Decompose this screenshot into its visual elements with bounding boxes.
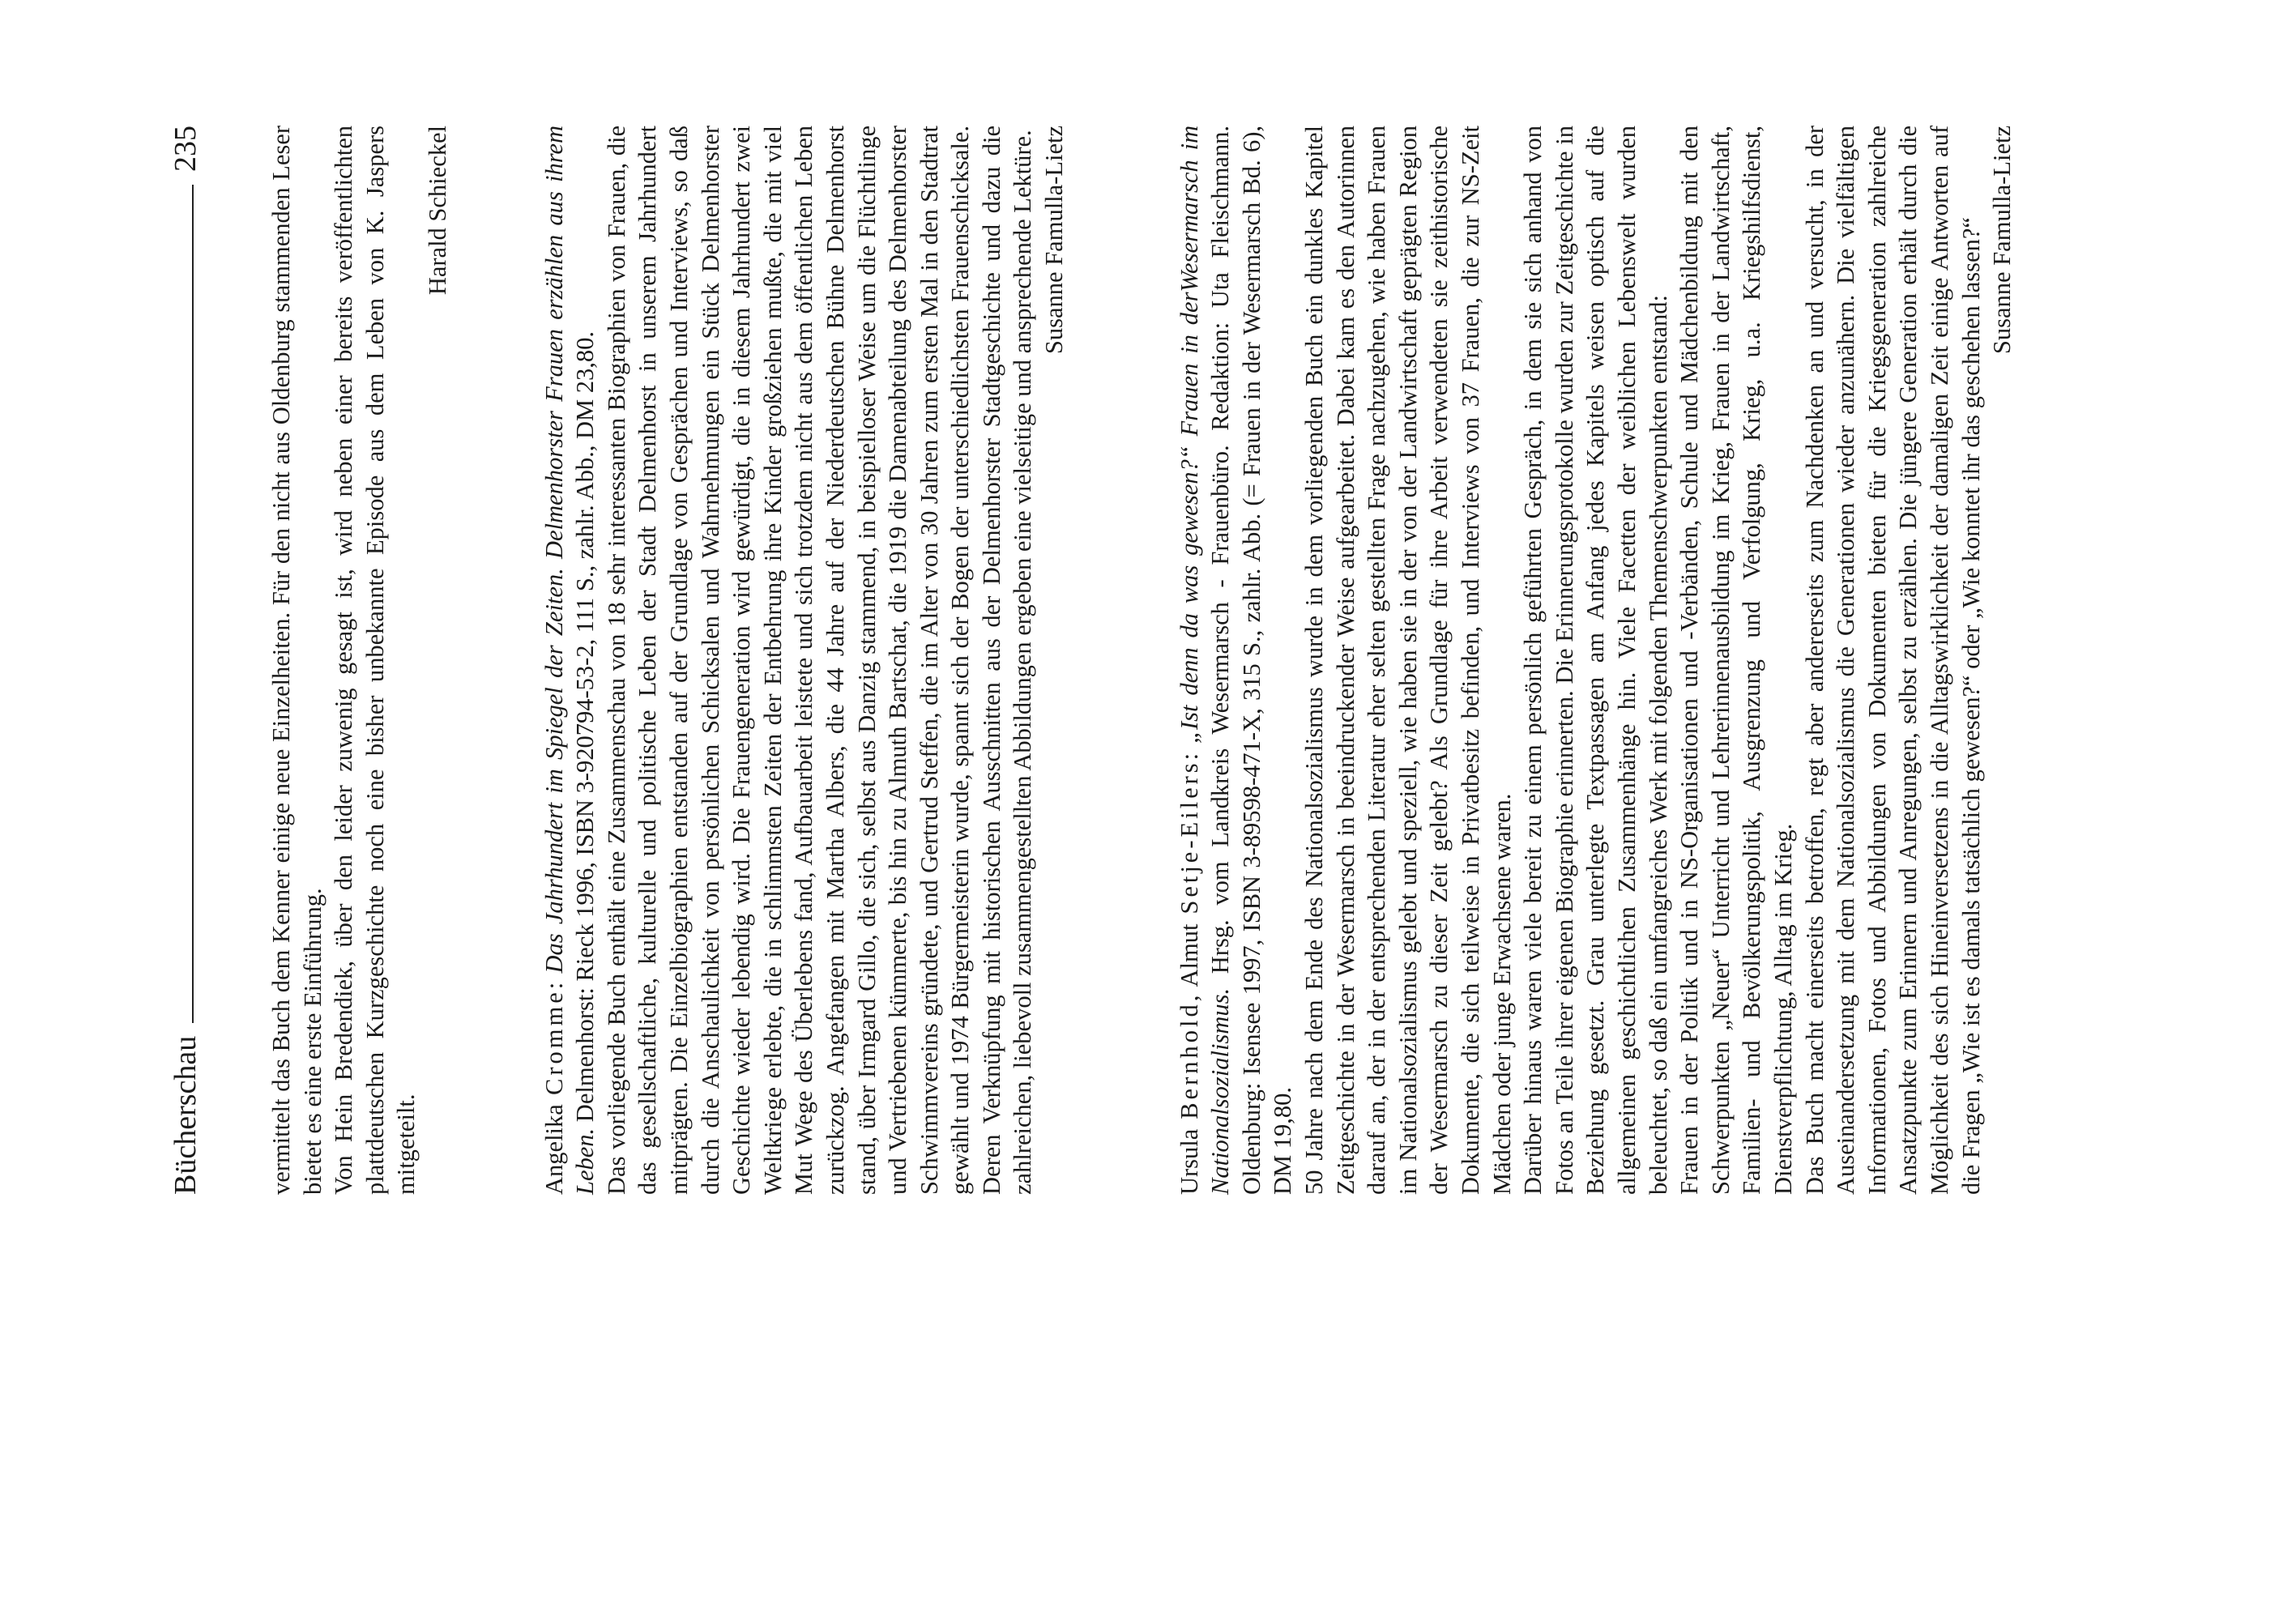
review-3-citation: Ursula Bernhold, Almut Setje-Eilers: „Ist denn da was gewesen?“ Frauen in derWesermarsch im Nationalsozialismus. Hrsg. vom Landkreis Wesermarsch - Frauenbüro. Redaktion: Uta Fleischmann. Oldenburg: Isensee 1997, ISBN 3-89598-471-X, 315 S., zahlr. Abb. (= Frauen in der Wesermarsch Bd. 6), DM 19,80.	[1175, 125, 1297, 1195]
review-2-author-first: Angelika	[540, 1104, 568, 1195]
review-3-author-last-1: Bernhold	[1175, 1001, 1203, 1119]
review-2-imprint: Delmenhorst: Rieck 1996, ISBN 3-920794-53-2, 111 S., zahlr. Abb., DM 23,80.	[571, 330, 600, 1128]
review-2	[539, 126, 1070, 1195]
review-3-author-last-2: Setje-Eilers	[1175, 760, 1203, 914]
review-3-imprint: Hrsg. vom Landkreis Wesermarsch - Frauenbüro. Redaktion: Uta Fleischmann. Oldenburg: Isensee 1997, ISBN 3-89598-471-X, 315 S., zahlr. Abb. (= Frauen in der Wesermarsch Bd. 6), DM 19,80.	[1206, 126, 1297, 1195]
running-head-rule	[192, 185, 194, 1023]
review-3-reviewer: Susanne Famulla-Lietz	[1988, 126, 2016, 355]
review-1-reviewer: Harald Schieckel	[423, 126, 451, 296]
review-2-book-title: Das Jahrhundert im Spiegel der Zeiten. Delmenhorster Frauen erzählen aus ihrem Leben.	[540, 126, 600, 1195]
review-3-book-title: „Ist denn da was gewesen?“ Frauen in derWesermarsch im Nationalsozialismus.	[1175, 125, 1235, 1195]
review-2-reviewer: Susanne Famulla-Lietz	[1040, 126, 1069, 355]
review-3-author-first-2: , Almut	[1175, 923, 1203, 1002]
review-2-citation: Angelika Cromme: Das Jahrhundert im Spiegel der Zeiten. Delmenhorster Frauen erzählen aus ihrem Leben. Delmenhorst: Rieck 1996, ISBN 3-920794-53-2, 111 S., zahlr. Abb., DM 23,80.	[540, 126, 600, 1195]
review-3-paragraph-4: Das Buch macht einerseits betroffen, regt aber andererseits zum Nachdenken an und versucht, in der Auseinandersetzung mit dem Nationalsozialismus die Generationen wieder anzunähern. Die vielfältigen Informationen, Fotos und Abbildungen von Dokumenten bieten für die Kriegsgeneration zahlreiche Ansatzpunkte zum Erinnern und Anregungen, selbst zu erzählen. Die jüngere Generation erhält durch die Möglichkeit des sich Hineinversetzens in die Alltagswirklichkeit der damaligen Zeit einige Antworten auf die Fragen „Wie ist es damals tatsächlich gewesen?“ oder „Wie konntet ihr das geschehen lassen?“	[1800, 126, 1985, 1195]
review-3-author-first-1: Ursula	[1175, 1128, 1203, 1195]
review-1	[266, 126, 454, 1195]
review-3-paragraph-2: Darüber hinaus waren viele bereit zu einem persönlich geführten Gespräch, in dem sie sich anhand von Fotos an Teile ihrer eigenen Biographie erinnerten. Die Erinnerungsprotokolle wurden zur Zeitgeschichte in Beziehung gesetzt. Grau unterlegte Textpassagen am Anfang jedes Kapitels weisen optisch auf die allgemeinen geschichtlichen Zusammenhänge hin. Viele Facetten der weiblichen Lebenswelt wurden beleuchtet, so daß ein umfangreiches Werk mit folgenden Themenschwerpunkten entstand:	[1519, 126, 1672, 1195]
review-1-paragraph-1: vermittelt das Buch dem Kenner einige neue Einzelheiten. Für den nicht aus Oldenburg stammenden Leser bietet es eine erste Einführung.	[267, 126, 326, 1195]
review-2-author-last: Cromme	[540, 989, 568, 1095]
running-head	[170, 126, 201, 1195]
review-3	[1174, 126, 2018, 1195]
running-head-title: Bücherschau	[169, 1035, 203, 1195]
review-3-paragraph-3: Frauen in der Politik und in NS-Organisationen und -Verbänden, Schule und Mädchenbildung mit den Schwerpunkten „Neuer“ Unterricht und Lehrerinnenausbildung im Krieg, Frauen in der Landwirtschaft, Familien- und Bevölkerungspolitik, Ausgrenzung und Verfolgung, Krieg, u.a. Kriegshilfsdienst, Dienstverpflichtung, Alltag im Krieg.	[1675, 126, 1797, 1195]
review-2-paragraph-1: Das vorliegende Buch enthält eine Zusammenschau von 18 sehr interessanten Biographien von Frauen, die das gesellschaftliche, kulturelle und politische Leben der Stadt Delmenhorst in unserem Jahrhundert mitprägten. Die Einzelbiographien entstanden auf der Grundlage von Gesprächen und Interviews, so daß durch die Anschaulichkeit von persönlichen Schicksalen und Wahrnehmungen ein Stück Delmenhorster Geschichte wieder lebendig wird. Die Frauengeneration wird gewürdigt, die in diesem Jahrhundert zwei Weltkriege erlebte, die in schlimmsten Zeiten der Entbehrung ihre Kinder großziehen mußte, die mit viel Mut Wege des Überlebens fand, Aufbauarbeit leistete und sich trotzdem nicht aus dem öffentlichen Leben zurückzog. Angefangen mit Martha Albers, die 44 Jahre auf der Niederdeutschen Bühne Delmenhorst stand, über Irmgard Gillo, die sich, selbst aus Danzig stammend, in beispielloser Weise um die Flüchtlinge und Vertriebenen kümmerte, bis hin zu Almuth Bartschat, die 1919 die Damenabteilung des Delmenhorster Schwimmvereins gründete, und Gertrud Steffen, die im Alter von 30 Jahren zum ersten Mal in den Stadtrat gewählt und 1974 Bürgermeisterin wurde, spannt sich der Bogen der unterschiedlichsten Frauenschicksale. Deren Verknüpfung mit historischen Ausschnitten aus der Delmenhorster Stadtgeschichte und dazu die zahlreichen, liebevoll zusammengestellten Abbildungen ergeben eine vielseitige und ansprechende Lektüre.	[602, 126, 1037, 1195]
review-3-paragraph-1: 50 Jahre nach dem Ende des Nationalsozialismus wurde in dem vorliegenden Buch ein dunkles Kapitel Zeitgeschichte in der Wesermarsch in beeindruckender Weise aufgearbeitet. Dabei kam es den Autorinnen darauf an, der in der entsprechenden Literatur eher selten gestellten Frage nachzugehen, wie haben Frauen im Nationalsozialismus gelebt und speziell, wie haben sie in der von der Landwirtschaft geprägten Region der Wesermarsch zu dieser Zeit gelebt? Als Grundlage für ihre Arbeit verwendeten sie zeithistorische Dokumente, die sich teilweise in Privatbesitz befinden, und Interviews von 37 Frauen, die zur NS-Zeit Mädchen oder junge Erwachsene waren.	[1300, 126, 1516, 1195]
page-number: 235	[169, 126, 203, 172]
review-1-paragraph-2: Von Hein Bredendiek, über den leider zuwenig gesagt ist, wird neben einer bereits veröffentlichten plattdeutschen Kurzgeschichte noch eine bisher unbekannte Episode aus dem Leben von K. Jaspers mitgeteilt.	[330, 126, 420, 1195]
